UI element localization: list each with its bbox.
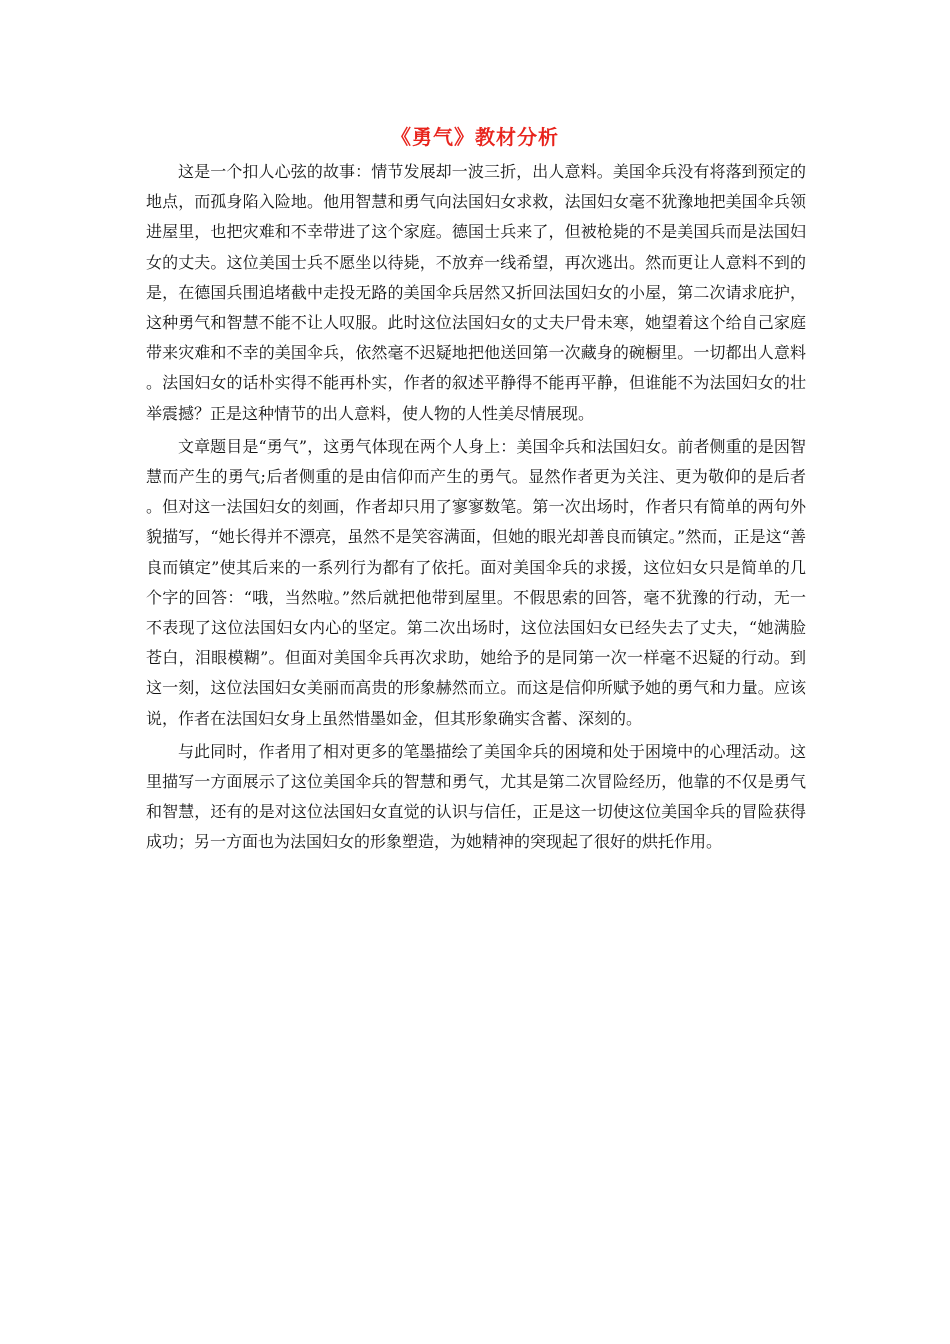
- document-title: 《勇气》教材分析: [391, 125, 559, 149]
- paragraph-1: 这是一个扣人心弦的故事：情节发展却一波三折，出人意料。美国伞兵没有将落到预定的地点，而孤身陷入险地。他用智慧和勇气向法国妇女求救，法国妇女毫不犹豫地把美国伞兵领进屋里，也把灾难和不幸带进了这个家庭。德国士兵来了，但被枪毙的不是美国兵而是法国妇女的丈夫。这位美国士兵不愿坐以待毙，不放弃一线希望，再次逃出。然而更让人意料不到的是，在德国兵围追堵截中走投无路的美国伞兵居然又折回法国妇女的小屋，第二次请求庇护，这种勇气和智慧不能不让人叹服。此时这位法国妇女的丈夫尸骨未寒，她望着这个给自己家庭带来灾难和不幸的美国伞兵，依然毫不迟疑地把他送回第一次藏身的碗橱里。一切都出人意料。法国妇女的话朴实得不能再朴实，作者的叙述平静得不能再平静，但谁能不为法国妇女的壮举震撼？正是这种情节的出人意料，使人物的人性美尽情展现。: [146, 162, 806, 423]
- paragraph-3: 与此同时，作者用了相对更多的笔墨描绘了美国伞兵的困境和处于困境中的心理活动。这里描写一方面展示了这位美国伞兵的智慧和勇气，尤其是第二次冒险经历，他靠的不仅是勇气和智慧，还有的是对这位法国妇女直觉的认识与信任，正是这一切使这位美国伞兵的冒险获得成功；另一方面也为法国妇女的形象塑造，为她精神的突现起了很好的烘托作用。: [146, 741, 806, 852]
- document-body: [146, 157, 806, 858]
- paragraph-2: 文章题目是“勇气”，这勇气体现在两个人身上：美国伞兵和法国妇女。前者侧重的是因智慧而产生的勇气;后者侧重的是由信仰而产生的勇气。显然作者更为关注、更为敬仰的是后者。但对这一法国妇女的刻画，作者却只用了寥寥数笔。第一次出场时，作者只有简单的两句外貌描写，“她长得并不漂亮，虽然不是笑容满面，但她的眼光却善良而镇定。”然而，正是这“善良而镇定”使其后来的一系列行为都有了依托。面对美国伞兵的求援，这位妇女只是简单的几个字的回答：“哦，当然啦。”然后就把他带到屋里。不假思索的回答，毫不犹豫的行动，无一不表现了这位法国妇女内心的坚定。第二次出场时，这位法国妇女已经失去了丈夫，“她满脸苍白，泪眼模糊”。但面对美国伞兵再次求助，她给予的是同第一次一样毫不迟疑的行动。到这一刻，这位法国妇女美丽而高贵的形象赫然而立。而这是信仰所赋予她的勇气和力量。应该说，作者在法国妇女身上虽然惜墨如金，但其形象确实含蓄、深刻的。: [146, 436, 806, 728]
